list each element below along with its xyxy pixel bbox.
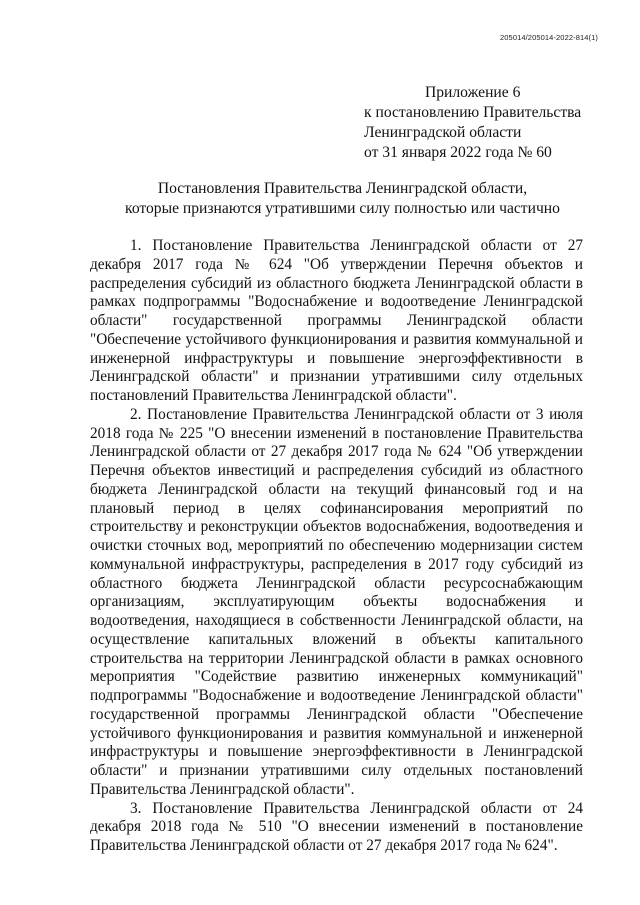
list-item-1: 1. Постановление Правительства Ленинградской области от 27 декабря 2017 года № 624 "Об утверждении Перечня объектов и распределения субсидий из областного бюджета Ленинградской области в рамках подпрограммы "Водоснабжение и водоотведение Ленинградской области" государственной программы Ленинградской области "Обеспечение устойчивого функционирования и развития коммунальной и инженерной инфраструктуры и повышение энергоэффективности в Ленинградской области" и признании утратившими силу отдельных постановлений Правительства Ленинградской области". bbox=[90, 237, 583, 404]
heading-line-1: Постановления Правительства Ленинградской области, bbox=[157, 180, 528, 197]
appendix-block bbox=[364, 83, 581, 163]
list-item-2: 2. Постановление Правительства Ленинградской области от 3 июля 2018 года № 225 "О внесении изменений в постановление Правительства Ленинградской области от 27 декабря 2017 года № 624 "Об утверждении Перечня объектов инвестиций и распределения субсидий из областного бюджета Ленинградской области на текущий финансовый год и на плановый период в целях софинансирования мероприятий по строительству и реконструкции объектов водоснабжения, водоотведения и очистки сточных вод, мероприятий по обеспечению модернизации систем коммунальной инфраструктуры, распределения в 2017 году субсидий из областного бюджета Ленинградской области ресурсоснабжающим организациям, эксплуатирующим объекты водоснабжения и водоотведения, находящиеся в собственности Ленинградской области, на осуществление капитальных вложений в объекты капитального строительства на территории Ленинградской области в рамках основного мероприятия "Содействие развитию инженерных коммуникаций" подпрограммы "Водоснабжение и водоотведение Ленинградской области" государственной программы Ленинградской области "Обеспечение устойчивого функционирования и развития коммунальной и инженерной инфраструктуры и повышение энергоэффективности в Ленинградской области" и признании утратившими силу отдельных постановлений Правительства Ленинградской области". bbox=[90, 405, 583, 798]
appendix-region: Ленинградской области bbox=[364, 124, 522, 141]
document-id: 205014/205014-2022-814(1) bbox=[500, 33, 598, 42]
appendix-date: от 31 января 2022 года № 60 bbox=[364, 144, 552, 161]
document-heading bbox=[90, 179, 595, 219]
document-body bbox=[90, 237, 583, 856]
appendix-reference: к постановлению Правительства bbox=[364, 104, 582, 121]
list-item-3: 3. Постановление Правительства Ленинградской области от 24 декабря 2018 года № 510 "О внесении изменений в постановление Правительства Ленинградской области от 27 декабря 2017 года № 624". bbox=[90, 799, 583, 854]
appendix-number: Приложение 6 bbox=[425, 84, 521, 101]
heading-line-2: которые признаются утратившими силу полностью или частично bbox=[125, 200, 560, 217]
